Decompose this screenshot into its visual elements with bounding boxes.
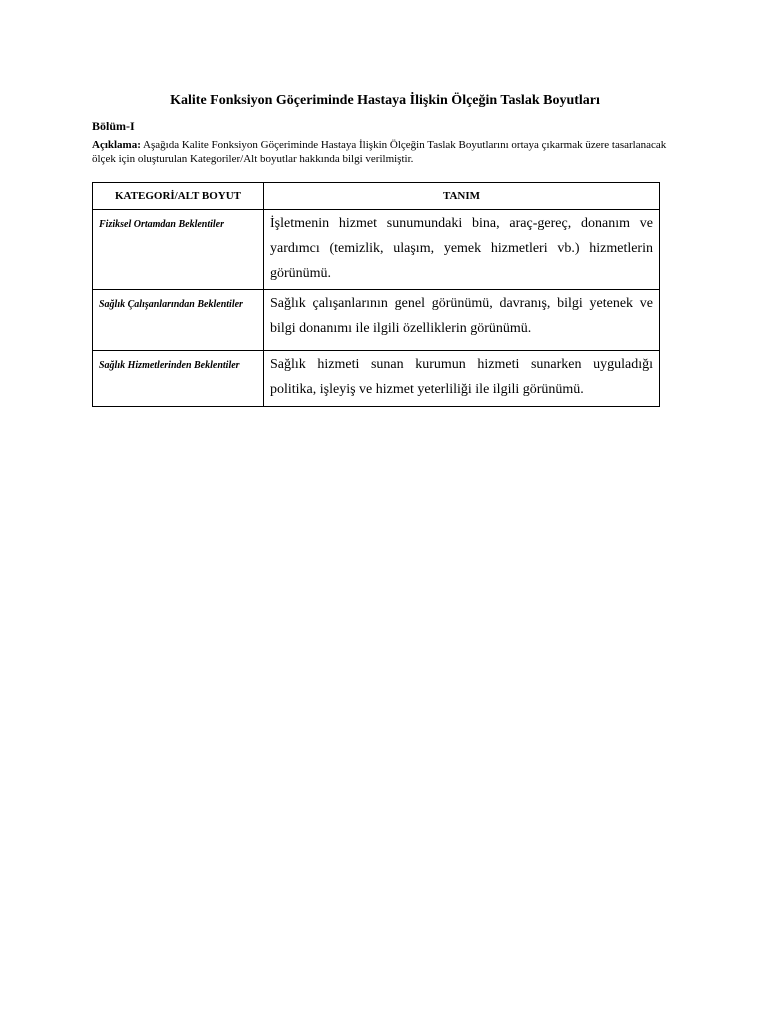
table-row: [93, 290, 660, 351]
dimensions-table: [92, 182, 660, 407]
description-paragraph: [92, 138, 682, 166]
category-cell: Fiziksel Ortamdan Beklentiler: [93, 210, 264, 290]
document-title: Kalite Fonksiyon Göçeriminde Hastaya İlişkin Ölçeğin Taslak Boyutları: [170, 93, 600, 108]
table-row: [93, 210, 660, 290]
definition-cell: İşletmenin hizmet sunumundaki bina, araç-gereç, donanım ve yardımcı (temizlik, ulaşım, yemek hizmetleri vb.) hizmetlerin görünümü.: [264, 210, 660, 290]
definition-cell: Sağlık hizmeti sunan kurumun hizmeti sunarken uyguladığı politika, işleyiş ve hizmet yeterliliği ile ilgili görünümü.: [264, 351, 660, 407]
header-category: KATEGORİ/ALT BOYUT: [93, 183, 264, 210]
category-cell: Sağlık Hizmetlerinden Beklentiler: [93, 351, 264, 407]
description-label: Açıklama:: [92, 139, 141, 151]
header-definition: TANIM: [264, 183, 660, 210]
definition-cell: Sağlık çalışanlarının genel görünümü, davranış, bilgi yetenek ve bilgi donanımı ile ilgili özelliklerin görünümü.: [264, 290, 660, 351]
table-row: [93, 351, 660, 407]
table-header-row: [93, 183, 660, 210]
section-label: Bölüm-I: [92, 119, 135, 133]
description-text: Aşağıda Kalite Fonksiyon Göçeriminde Hastaya İlişkin Ölçeğin Taslak Boyutlarını ortaya çıkarmak üzere tasarlanacak ölçek için oluşturulan Kategoriler/Alt boyutlar hakkında bilgi verilmiştir.: [92, 139, 667, 165]
category-cell: Sağlık Çalışanlarından Beklentiler: [93, 290, 264, 351]
